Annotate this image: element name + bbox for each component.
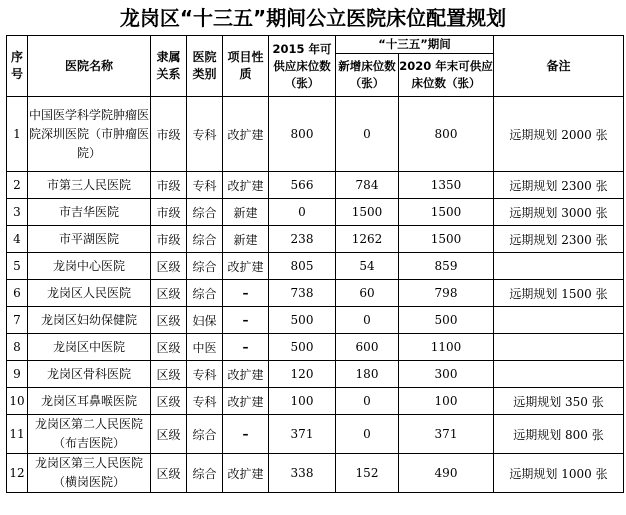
cell-category: 综合 [187,199,223,226]
cell-category: 综合 [187,280,223,307]
cell-beds-2020: 800 [399,97,494,172]
cell-affiliation: 区级 [151,388,187,415]
cell-beds-2015: 500 [269,307,336,334]
cell-category: 综合 [187,415,223,454]
cell-beds-2015: 238 [269,226,336,253]
cell-project-nature: – [223,280,269,307]
cell-index: 5 [7,253,28,280]
cell-hospital-name: 龙岗区人民医院 [28,280,151,307]
cell-remarks [494,307,624,334]
cell-hospital-name: 龙岗区耳鼻喉医院 [28,388,151,415]
cell-category: 专科 [187,361,223,388]
cell-index: 9 [7,361,28,388]
header-affiliation: 隶属关系 [151,36,187,97]
header-new-beds: 新增床位数（张） [336,54,399,97]
cell-beds-2015: 566 [269,172,336,199]
table-row [7,307,624,334]
cell-affiliation: 区级 [151,454,187,493]
cell-remarks: 远期规划 2000 张 [494,97,624,172]
table-row [7,226,624,253]
header-category: 医院类别 [187,36,223,97]
cell-remarks: 远期规划 2300 张 [494,172,624,199]
cell-hospital-name: 龙岗区第三人民医院（横岗医院） [28,454,151,493]
bed-allocation-table [6,35,624,493]
cell-index: 7 [7,307,28,334]
cell-beds-2020: 798 [399,280,494,307]
cell-project-nature: 改扩建 [223,172,269,199]
table-row [7,172,624,199]
cell-project-nature: 新建 [223,226,269,253]
cell-project-nature: 改扩建 [223,388,269,415]
cell-hospital-name: 市平湖医院 [28,226,151,253]
cell-beds-2015: 500 [269,334,336,361]
cell-project-nature: – [223,415,269,454]
cell-new-beds: 60 [336,280,399,307]
cell-remarks: 远期规划 1500 张 [494,280,624,307]
table-row [7,199,624,226]
cell-remarks [494,253,624,280]
cell-hospital-name: 龙岗区第二人民医院（布吉医院） [28,415,151,454]
cell-remarks: 远期规划 1000 张 [494,454,624,493]
table-row [7,361,624,388]
cell-index: 3 [7,199,28,226]
header-beds-2020: 2020 年末可供应床位数（张） [399,54,494,97]
cell-beds-2020: 371 [399,415,494,454]
cell-remarks: 远期规划 350 张 [494,388,624,415]
cell-category: 中医 [187,334,223,361]
table-body [7,97,624,493]
cell-affiliation: 区级 [151,415,187,454]
cell-beds-2020: 1500 [399,199,494,226]
cell-index: 12 [7,454,28,493]
page-title: 龙岗区“十三五”期间公立医院床位配置规划 [119,6,507,30]
cell-remarks [494,361,624,388]
cell-beds-2015: 800 [269,97,336,172]
cell-hospital-name: 中国医学科学院肿瘤医院深圳医院（市肿瘤医院） [28,97,151,172]
cell-new-beds: 0 [336,388,399,415]
cell-category: 综合 [187,226,223,253]
cell-category: 专科 [187,97,223,172]
cell-new-beds: 1262 [336,226,399,253]
cell-beds-2020: 1100 [399,334,494,361]
cell-affiliation: 区级 [151,307,187,334]
header-index: 序号 [7,36,28,97]
table-row [7,334,624,361]
cell-index: 6 [7,280,28,307]
cell-project-nature: 改扩建 [223,253,269,280]
cell-index: 2 [7,172,28,199]
table-row [7,388,624,415]
cell-beds-2015: 371 [269,415,336,454]
cell-category: 综合 [187,253,223,280]
cell-affiliation: 区级 [151,361,187,388]
cell-beds-2015: 805 [269,253,336,280]
cell-index: 11 [7,415,28,454]
cell-remarks: 远期规划 3000 张 [494,199,624,226]
table-row [7,97,624,172]
header-beds-2015: 2015 年可供应床位数（张） [269,36,336,97]
header-hospital-name: 医院名称 [28,36,151,97]
header-project-nature: 项目性质 [223,36,269,97]
table-row [7,280,624,307]
cell-beds-2015: 338 [269,454,336,493]
table-row [7,253,624,280]
cell-hospital-name: 市吉华医院 [28,199,151,226]
cell-affiliation: 市级 [151,97,187,172]
cell-new-beds: 784 [336,172,399,199]
cell-index: 4 [7,226,28,253]
cell-beds-2015: 100 [269,388,336,415]
cell-affiliation: 区级 [151,334,187,361]
cell-hospital-name: 市第三人民医院 [28,172,151,199]
cell-category: 妇保 [187,307,223,334]
cell-beds-2015: 738 [269,280,336,307]
cell-new-beds: 0 [336,415,399,454]
cell-beds-2020: 500 [399,307,494,334]
cell-affiliation: 市级 [151,199,187,226]
cell-beds-2015: 120 [269,361,336,388]
cell-hospital-name: 龙岗区中医院 [28,334,151,361]
cell-project-nature: – [223,307,269,334]
cell-affiliation: 区级 [151,280,187,307]
cell-category: 专科 [187,388,223,415]
cell-category: 综合 [187,454,223,493]
cell-affiliation: 市级 [151,226,187,253]
cell-remarks: 远期规划 800 张 [494,415,624,454]
cell-beds-2020: 100 [399,388,494,415]
cell-beds-2020: 1350 [399,172,494,199]
cell-new-beds: 0 [336,97,399,172]
cell-new-beds: 180 [336,361,399,388]
cell-beds-2020: 859 [399,253,494,280]
header-remarks: 备注 [494,36,624,97]
cell-new-beds: 54 [336,253,399,280]
cell-index: 10 [7,388,28,415]
cell-new-beds: 1500 [336,199,399,226]
cell-project-nature: 改扩建 [223,454,269,493]
cell-beds-2020: 300 [399,361,494,388]
cell-new-beds: 152 [336,454,399,493]
cell-index: 1 [7,97,28,172]
cell-beds-2015: 0 [269,199,336,226]
cell-index: 8 [7,334,28,361]
table-row [7,454,624,493]
header-plan-period: “十三五”期间 [336,36,494,54]
cell-affiliation: 区级 [151,253,187,280]
cell-beds-2020: 1500 [399,226,494,253]
cell-new-beds: 600 [336,334,399,361]
cell-new-beds: 0 [336,307,399,334]
table-row [7,415,624,454]
cell-hospital-name: 龙岗区妇幼保健院 [28,307,151,334]
cell-category: 专科 [187,172,223,199]
cell-project-nature: 改扩建 [223,361,269,388]
cell-project-nature: 改扩建 [223,97,269,172]
cell-project-nature: 新建 [223,199,269,226]
cell-remarks: 远期规划 2300 张 [494,226,624,253]
cell-project-nature: – [223,334,269,361]
cell-affiliation: 市级 [151,172,187,199]
cell-hospital-name: 龙岗中心医院 [28,253,151,280]
cell-remarks [494,334,624,361]
cell-hospital-name: 龙岗区骨科医院 [28,361,151,388]
cell-beds-2020: 490 [399,454,494,493]
